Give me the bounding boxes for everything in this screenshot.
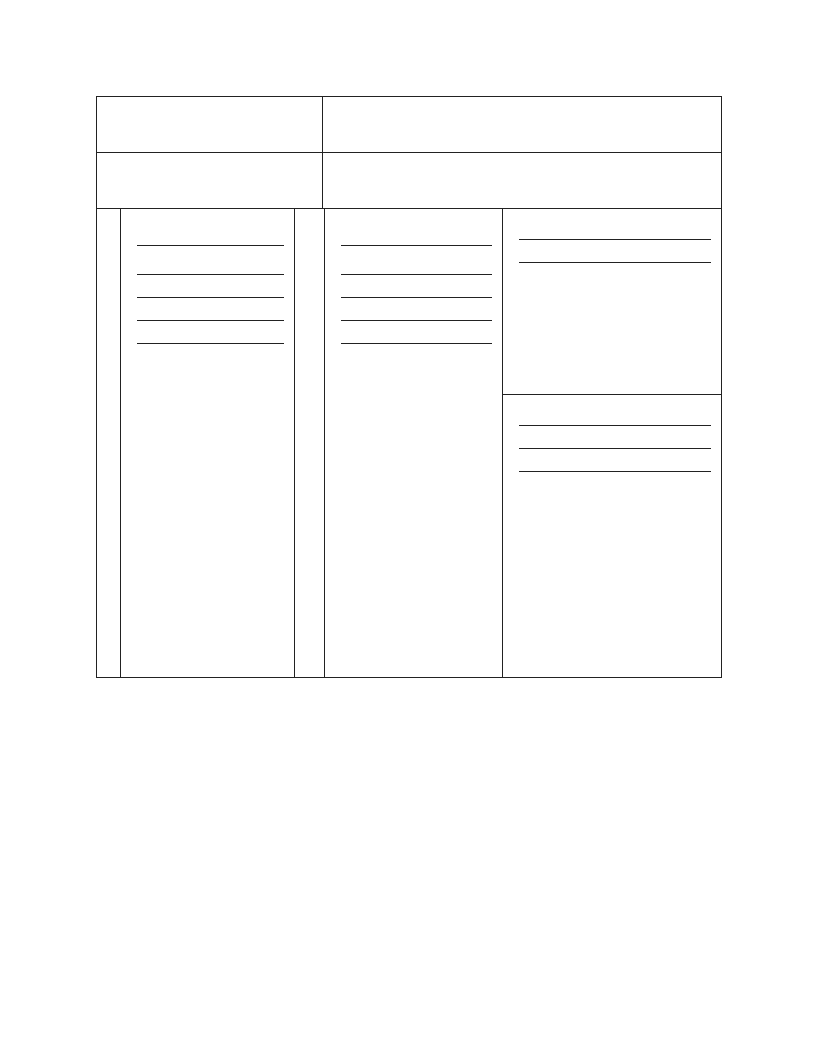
notary-line-blank	[519, 455, 711, 472]
supplier-field-blank	[137, 258, 284, 275]
supplier-field-blank	[137, 327, 284, 344]
supplier-side-label	[97, 209, 121, 677]
authority-line-0	[513, 223, 711, 240]
supplier-field-1	[131, 229, 284, 246]
buyer-info-cell	[325, 209, 503, 677]
supplier-field-blank	[137, 281, 284, 298]
top-right-cell	[323, 97, 721, 153]
authority-line-1	[513, 246, 711, 263]
buyer-field-blank	[341, 258, 492, 275]
supplier-field-3	[131, 258, 284, 275]
notary-line-1	[513, 432, 711, 449]
buyer-side-label	[295, 209, 325, 677]
notary-line-0	[513, 409, 711, 426]
supplier-field-5	[131, 304, 284, 321]
notary-line-blank	[519, 409, 711, 426]
supplier-field-blank	[137, 229, 284, 246]
authority-line-blank	[519, 223, 711, 240]
buyer-field-blank	[341, 304, 492, 321]
table-row-second	[97, 153, 721, 209]
buyer-field-blank	[341, 229, 492, 246]
buyer-field-blank	[341, 281, 492, 298]
authority-section	[503, 209, 721, 395]
supplier-field-blank	[137, 304, 284, 321]
supplier-field-6	[131, 327, 284, 344]
supplier-info-cell	[121, 209, 295, 677]
buyer-field-6	[335, 327, 492, 344]
table-row-top	[97, 97, 721, 153]
buyer-field-1	[335, 229, 492, 246]
transport-cell	[97, 153, 323, 209]
buyer-field-blank	[341, 327, 492, 344]
buyer-field-3	[335, 258, 492, 275]
approvals-cell	[503, 209, 721, 677]
other-terms-cell	[323, 153, 721, 209]
supplier-field-4	[131, 281, 284, 298]
notary-section	[503, 395, 721, 492]
notary-line-blank	[519, 432, 711, 449]
notary-line-2	[513, 455, 711, 472]
buyer-field-5	[335, 304, 492, 321]
buyer-field-4	[335, 281, 492, 298]
table-row-parties	[97, 209, 721, 677]
authority-line-blank	[519, 246, 711, 263]
contract-table	[96, 96, 722, 678]
top-left-cell	[97, 97, 323, 153]
